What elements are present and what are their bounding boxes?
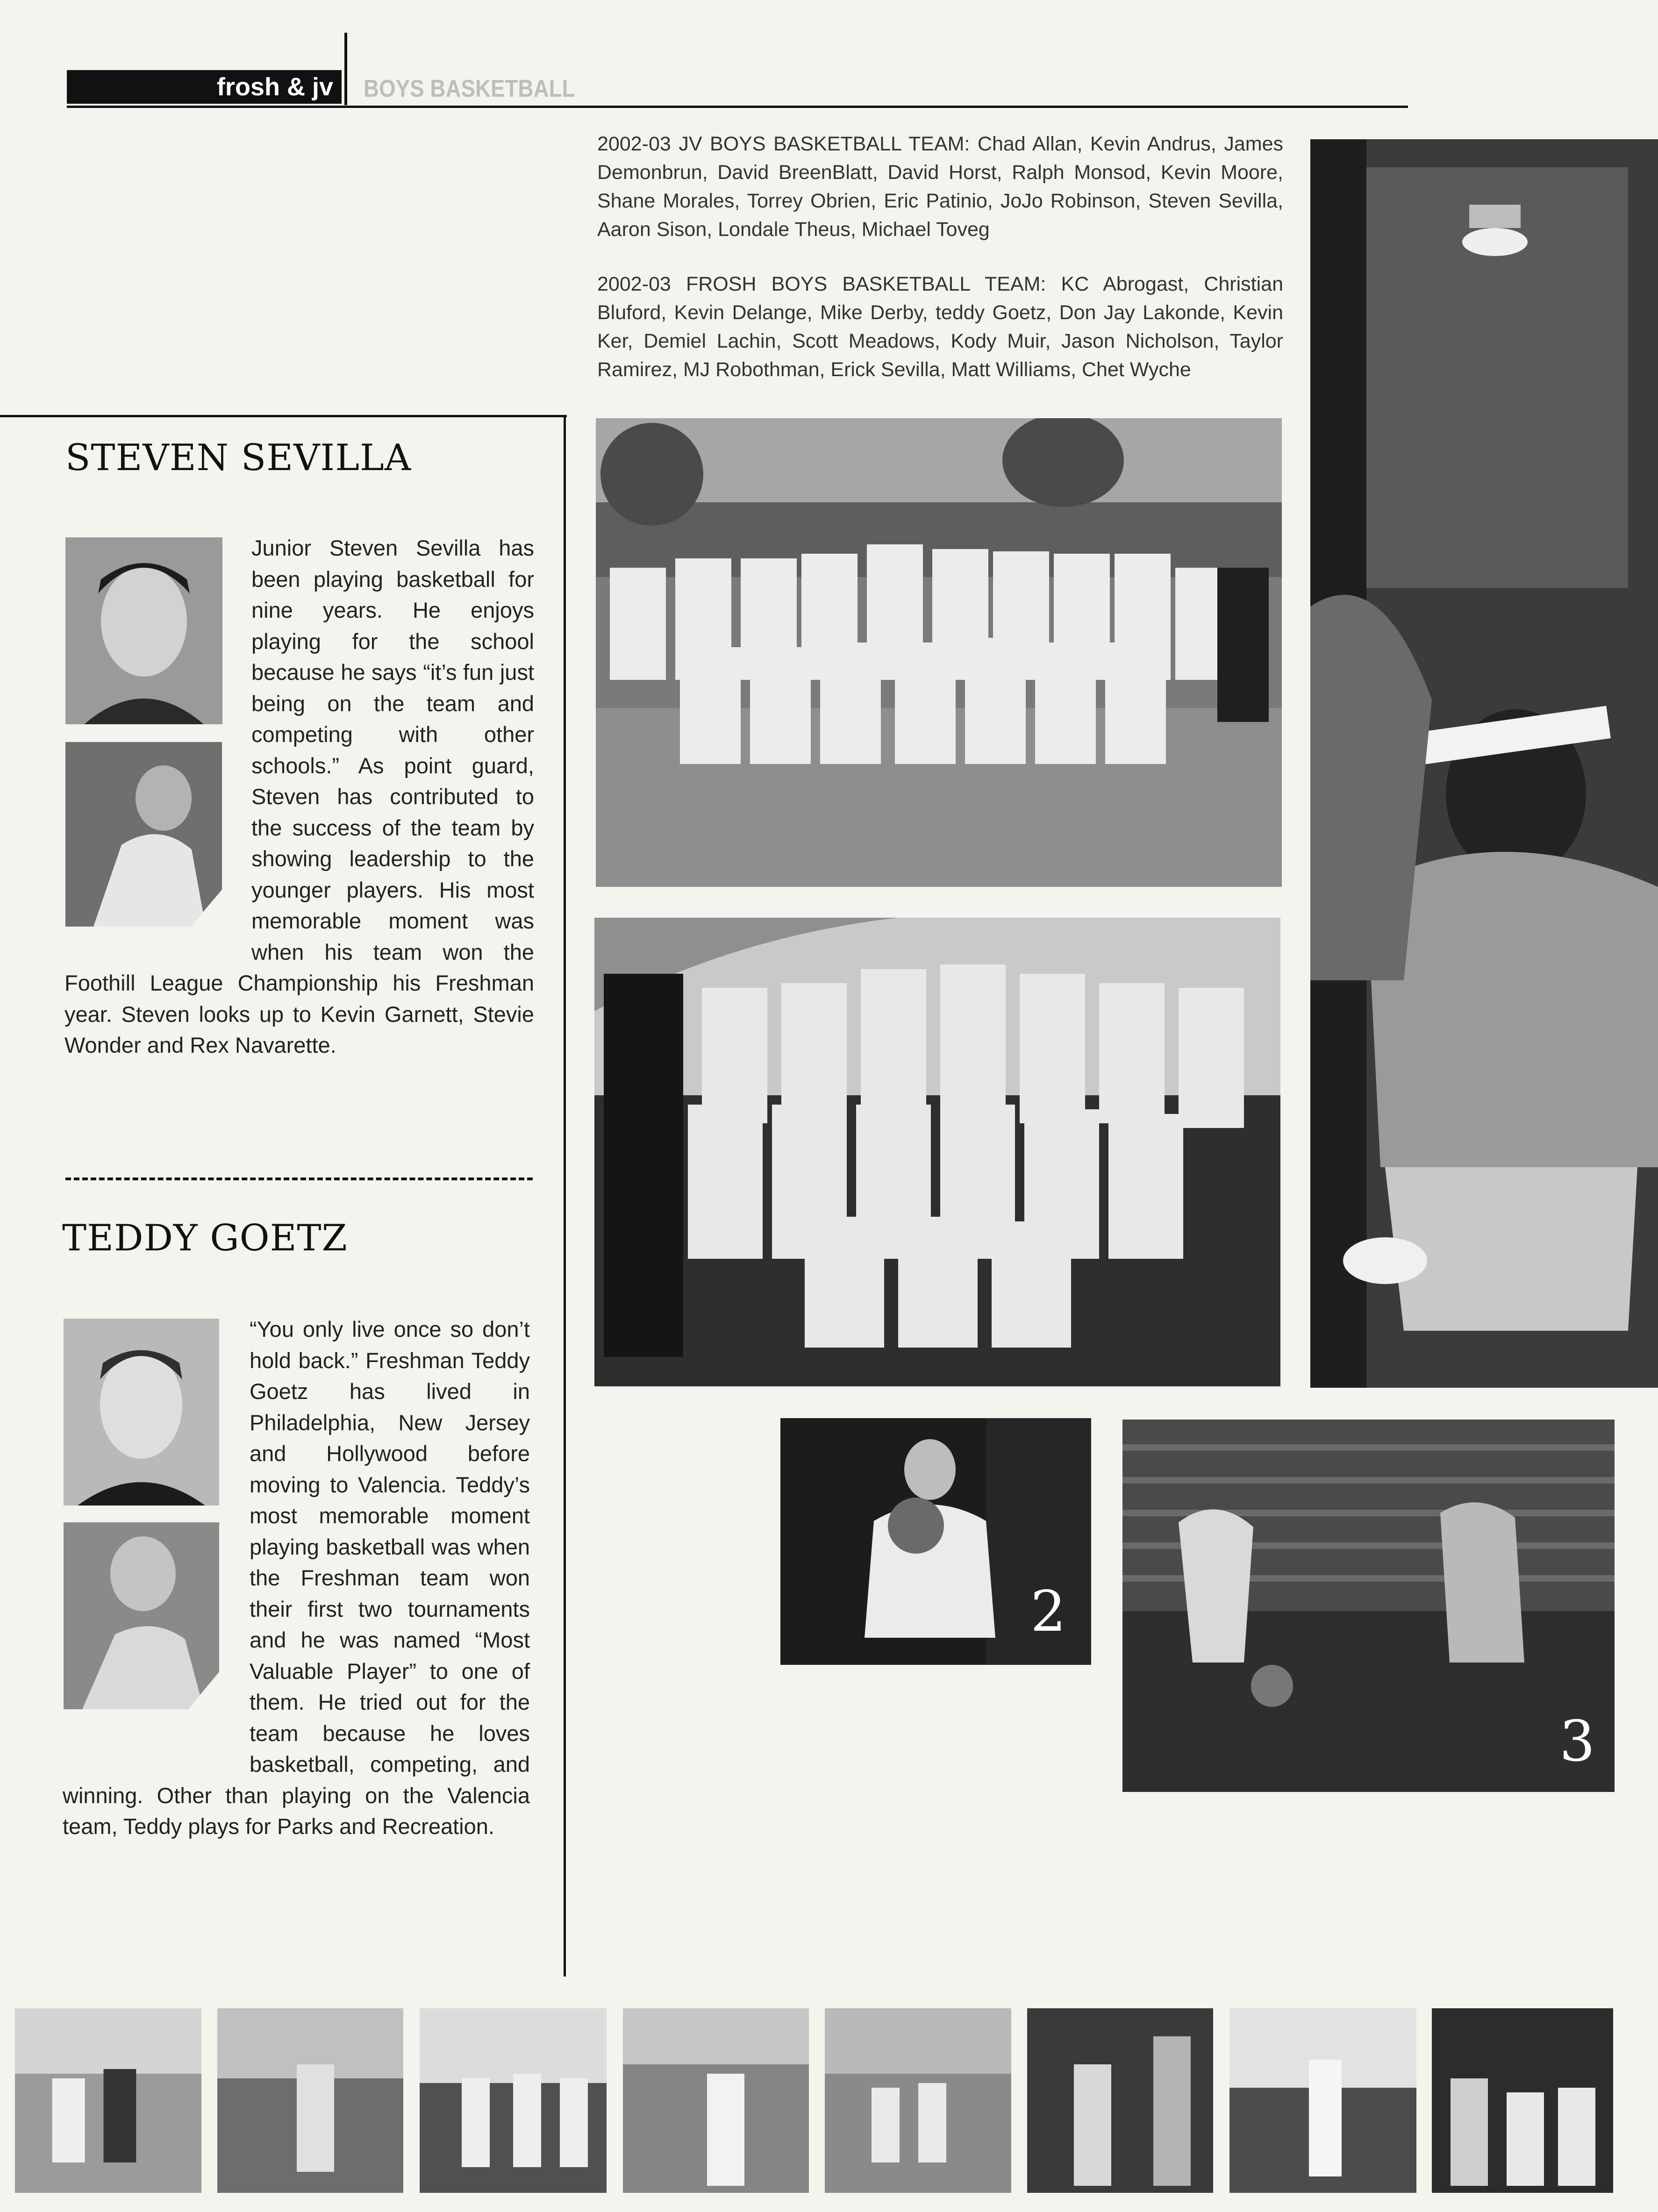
steven-sevilla-bio: Junior Steven Sevilla has been playing basketball for nine years. He enjoys playing for the school because he says “it’s fun just being on the team and competing with other schools.” As point guard, Steven has contributed to the success of the team by showing leadership to the younger players. His most memorable moment was when his team won the Foothill League Championship his Freshman year. Steven looks up to Kevin Garnett, Stevie Wonder and Rex Navarette.: [64, 535, 534, 1057]
thumbnail-photo: [825, 2008, 1011, 2193]
jv-roster: 2002-03 JV BOYS BASKETBALL TEAM: Chad Allan, Kevin Andrus, James Demonbrun, David BreenBlatt, David Horst, Ralph Monsod, Kevin Moore, Shane Morales, Torrey Obrien, Eric Patinio, JoJo Robinson, Steven Sevilla, Aaron Sison, Londale Theus, Michael Toveg: [597, 133, 1283, 241]
profile-separator: [65, 1177, 533, 1180]
teddy-portrait-photo: [64, 1319, 219, 1506]
frosh-team-photo: [594, 918, 1280, 1386]
thumbnail-photo: [420, 2008, 607, 2193]
action-photo-2: [780, 1418, 1091, 1665]
photo-number-3: 3: [1559, 1709, 1595, 1774]
featured-player-photo: [1310, 139, 1658, 1388]
thumbnail-photo: [1432, 2008, 1613, 2193]
action-photo-3: [1122, 1420, 1615, 1792]
profile-box-right-rule: [564, 415, 566, 1977]
thumbnail-photo: [1229, 2008, 1416, 2193]
steven-sevilla-heading: STEVEN SEVILLA: [65, 437, 412, 479]
teddy-action-photo: [64, 1522, 219, 1709]
thumbnail-photo: [623, 2008, 809, 2193]
thumbnail-photo: [15, 2008, 201, 2193]
thumbnail-photo: [1027, 2008, 1213, 2193]
teddy-goetz-bio: “You only live once so don’t hold back.” Freshman Teddy Goetz has lived in Philadelphia, New Jersey and Hollywood before moving to Valencia. Teddy’s most memorable moment playing basketball was when the Freshman team won their first two tournaments and he was named “Most Valuable Player” to one of them. He tried out for the team because he loves basketball, competing, and winning. Other than playing on the Valencia team, Teddy plays for Parks and Recreation.: [63, 1317, 530, 1839]
profile-box-top-rule: [0, 415, 567, 417]
header-divider: [344, 33, 347, 105]
teddy-goetz-heading: TEDDY GOETZ: [62, 1217, 348, 1259]
steven-portrait-photo: [65, 537, 222, 724]
section-label: frosh & jv: [216, 73, 333, 101]
sport-label: BOYS BASKETBALL: [364, 75, 575, 102]
header-rule: [67, 106, 1408, 108]
steven-action-photo: [65, 742, 222, 927]
photo-number-2: 2: [1030, 1579, 1066, 1644]
jv-team-photo: [596, 418, 1282, 887]
frosh-roster: 2002-03 FROSH BOYS BASKETBALL TEAM: KC Abrogast, Christian Bluford, Kevin Delange, Mike Derby, teddy Goetz, Don Jay Lakonde, Kevin Ker, Demiel Lachin, Scott Meadows, Kody Muir, Jason Nicholson, Taylor Ramirez, MJ Robothman, Erick Sevilla, Matt Williams, Chet Wyche: [597, 273, 1283, 381]
thumbnail-photo: [217, 2008, 403, 2193]
